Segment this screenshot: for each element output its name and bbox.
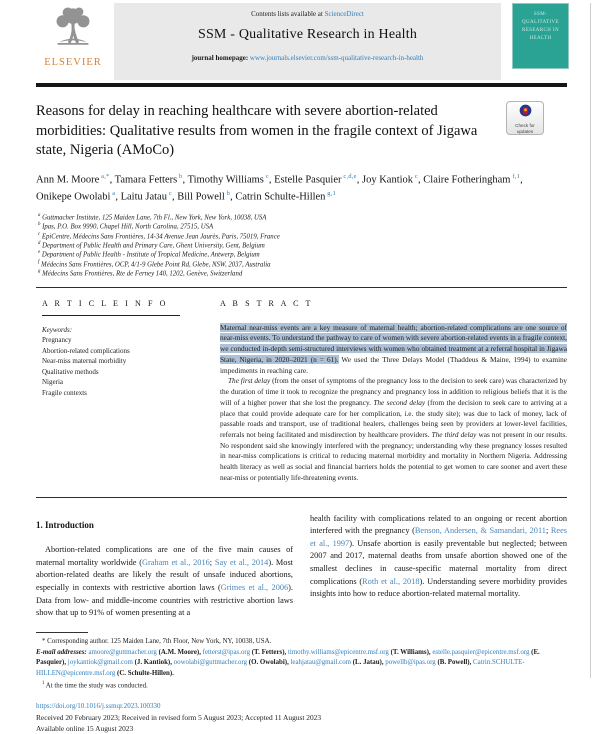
author-list bbox=[36, 172, 543, 206]
received-dates: Received 20 February 2023; Received in revised form 5 August 2023; Accepted 11 August 2023 bbox=[36, 712, 322, 722]
check-updates-label: Check for updates bbox=[515, 123, 535, 134]
text-segment: g bbox=[38, 269, 41, 275]
text-segment: HEALTH bbox=[529, 36, 552, 41]
journal-banner bbox=[114, 3, 501, 80]
text-segment: Near-miss maternal morbidity bbox=[42, 357, 127, 366]
text-segment: Fragile contexts bbox=[42, 388, 87, 397]
text-segment: , bbox=[182, 174, 188, 186]
text-segment: Laitu Jatau bbox=[120, 191, 167, 203]
text-segment: , bbox=[268, 174, 275, 186]
header-divider bbox=[36, 83, 567, 87]
text-segment: b bbox=[177, 173, 183, 181]
text-segment: The third delay bbox=[431, 429, 477, 439]
text-segment: d bbox=[38, 241, 41, 246]
text-segment: , bbox=[418, 174, 424, 186]
text-segment: Keywords: bbox=[42, 325, 73, 334]
text-segment: Onikepe Owolabi bbox=[36, 191, 111, 203]
email-fetters[interactable]: fetterst@ipas.org bbox=[202, 648, 251, 656]
text-segment: ; bbox=[545, 526, 551, 536]
footnote-separator bbox=[36, 632, 88, 633]
text-segment: Abortion-related complications are one of the five main causes of maternal mortality worldwide ( bbox=[36, 545, 293, 567]
sciencedirect-link[interactable]: ScienceDirect bbox=[324, 10, 364, 18]
text-segment: We used the Three Delays Model (Thaddeus & Maine, 1994) to examine impediments in reaching care. bbox=[220, 354, 567, 375]
text-segment: Médecins Sans Frontières, Rte de Ferney 140, 1202, Genève, Switzerland bbox=[40, 270, 243, 278]
intro-left-column bbox=[36, 513, 293, 620]
text-segment: , bbox=[171, 191, 178, 203]
text-segment: Joy Kantiok bbox=[362, 174, 414, 186]
text-segment: The first delay bbox=[228, 376, 271, 386]
citation-say-2014[interactable]: Say et al., 2014 bbox=[214, 557, 269, 567]
article-title: Reasons for delay in reaching healthcare with severe abortion-related morbidities: Qualitative results from women in the fragile context of Jigawa state, Nigeria (AMoCo) bbox=[36, 103, 478, 159]
text-segment: c,d,e bbox=[341, 173, 357, 181]
journal-article-page bbox=[0, 3, 603, 733]
text-segment: a bbox=[110, 189, 116, 197]
abstract-heading: A B S T R A C T bbox=[220, 298, 314, 308]
text-segment: a,* bbox=[99, 173, 110, 181]
text-segment: , bbox=[115, 191, 121, 203]
abstract-paragraph-1 bbox=[220, 323, 567, 377]
text-segment: g,1 bbox=[325, 189, 337, 197]
text-segment: Department of Public Health - Institute of Tropical Medicine, Antwerp, Belgium bbox=[40, 251, 260, 259]
doi-line bbox=[36, 702, 567, 710]
info-abstract-section bbox=[42, 299, 567, 484]
text-segment: c bbox=[413, 173, 419, 181]
text-segment: (from the onset of symptoms of the pregnancy loss to the decision to seek care) was characterized by the duration of time it took to recognize the pregnancy and pregnancy loss in addition to religious beliefs that it is the will of a higher power that she lost the pregnancy. bbox=[220, 376, 567, 407]
homepage-url-link[interactable]: www.journals.elsevier.com/ssm-qualitative-research-in-health bbox=[249, 54, 424, 62]
elsevier-logo[interactable] bbox=[36, 4, 110, 68]
email-kantiok[interactable]: joykantiok@gmail.com bbox=[67, 659, 133, 667]
email-williams[interactable]: timothy.williams@epicentre.msf.org bbox=[287, 648, 389, 656]
text-segment: health facility with complications related to an ongoing or recent abortion interfered with the pregnancy ( bbox=[310, 513, 567, 536]
crossmark-icon bbox=[519, 104, 532, 121]
text-segment: (T. Williams), bbox=[388, 648, 433, 656]
text-segment: e bbox=[38, 250, 41, 256]
corresponding-author-note: * Corresponding author. 125 Maiden Lane, 7th Floor, New York, NY, 10038, USA. bbox=[42, 637, 272, 645]
keywords-list bbox=[42, 325, 180, 399]
homepage-line bbox=[114, 54, 501, 62]
text-segment: ). Understanding severe morbidity provides insights into how to reduce abortion-related maternal mortality. bbox=[310, 576, 567, 599]
text-segment: Nigeria bbox=[42, 378, 63, 387]
text-segment: 1 bbox=[42, 680, 45, 686]
contents-prefix: Contents lists available at bbox=[251, 10, 325, 18]
text-segment: Tamara Fetters bbox=[114, 174, 178, 186]
article-info-underline bbox=[42, 315, 180, 316]
text-segment: SSM- bbox=[533, 12, 548, 17]
intro-paragraph-right bbox=[310, 513, 567, 601]
text-segment: Catrin Schulte-Hillen bbox=[235, 191, 326, 203]
page-right-edge bbox=[590, 3, 591, 678]
text-segment: , bbox=[109, 174, 115, 186]
text-segment: RESEARCH IN bbox=[521, 28, 560, 33]
text-segment: , bbox=[356, 174, 362, 186]
citation-graham-2016[interactable]: Graham et al., 2016 bbox=[142, 557, 210, 567]
text-segment: Ipas, P.O. Box 9990, Chapel Hill, North Carolina, 27515, USA bbox=[40, 223, 214, 231]
text-segment: QUALITATIVE bbox=[521, 20, 560, 25]
footnote-1 bbox=[36, 680, 567, 692]
text-segment: Department of Public Health and Primary Care, Ghent University, Gent, Belgium bbox=[40, 242, 265, 250]
abstract-column bbox=[220, 299, 567, 484]
text-segment: ). Data from low- and middle-income countries with restrictive abortion laws show that up to 91% of women presenting at a bbox=[36, 583, 293, 618]
check-for-updates-button[interactable] bbox=[506, 101, 544, 135]
article-dates bbox=[36, 712, 567, 734]
email-powell[interactable]: powellb@ipas.org bbox=[385, 659, 436, 667]
journal-cover-thumbnail[interactable] bbox=[512, 3, 569, 69]
text-segment: c bbox=[166, 189, 172, 197]
text-segment: The second delay bbox=[373, 397, 426, 407]
section-divider-top bbox=[36, 287, 567, 288]
text-segment: Bill Powell bbox=[177, 191, 225, 203]
text-segment: (L. Jatau), bbox=[351, 659, 386, 667]
text-segment: Qualitative methods bbox=[42, 367, 99, 376]
text-segment: , bbox=[230, 191, 236, 203]
citation-rees-1997[interactable]: Rees et al., 1997 bbox=[310, 526, 567, 548]
text-segment: (O. Owolabi), bbox=[247, 659, 291, 667]
citation-grimes-2006[interactable]: Grimes et al., 2006 bbox=[220, 583, 289, 593]
section-divider-bottom bbox=[36, 497, 567, 498]
journal-header bbox=[36, 3, 567, 80]
text-segment: b bbox=[38, 222, 41, 228]
intro-right-column bbox=[310, 513, 567, 620]
article-info-column bbox=[42, 299, 180, 484]
doi-link[interactable]: https://doi.org/10.1016/j.ssmqr.2023.100330 bbox=[36, 701, 161, 710]
highlighted-text: Maternal near-miss events are a key measure of maternal health; abortion-related complications are one source of near-miss events. To understand the pathway to care of women with severe abortion-related events in a fragile context, we conducted in-depth semi-structured interviews with women who obtained treatment at a referral hospital in Jigawa State, Nigeria, in 2020–2021 (n = 61). bbox=[220, 322, 567, 364]
introduction-section bbox=[36, 513, 567, 620]
text-segment: (B. Powell), bbox=[435, 659, 474, 667]
text-segment: c bbox=[263, 173, 269, 181]
text-segment: , bbox=[520, 174, 523, 186]
citation-roth-2018[interactable]: Roth et al., 2018 bbox=[362, 576, 420, 586]
footer-notes bbox=[36, 637, 567, 692]
text-segment: c bbox=[38, 231, 41, 237]
elsevier-tree-icon bbox=[36, 4, 110, 56]
text-segment: ; bbox=[209, 557, 215, 567]
text-segment: Abortion-related complications bbox=[42, 346, 130, 355]
text-segment: Guttmacher Institute, 125 Maiden Lane, 7th Fl., New York, New York, 10038, USA bbox=[40, 213, 267, 221]
text-segment: ). Unsafe abortion is easily preventable but neglected; between 2007 and 2017, maternal deaths from unsafe abortion showed one of the smallest declines in cause-specific maternal mortality from direct complications ( bbox=[310, 538, 567, 586]
text-segment: (A.M. Moore), bbox=[156, 648, 203, 656]
text-segment: Médecins Sans Frontières, OCP, 4/1-9 Glebe Point Rd, Glebe, NSW, 2037, Australia bbox=[39, 261, 271, 269]
text-segment: was not present in our results. No respondent said she knowingly interfered with the pregnancy; understanding why these pregnancy losses resulted in near-miss complications is critical to reducing maternal morbidity and mortality in Northern Nigeria. Addressing health literacy as well as social and financial barriers holds the potential to get women to care sooner and avert these near-miss or potentially life-threatening events. bbox=[220, 429, 567, 482]
text-segment: Pregnancy bbox=[42, 336, 72, 345]
journal-title: SSM - Qualitative Research in Health bbox=[197, 27, 418, 42]
intro-paragraph-left bbox=[36, 544, 293, 620]
affiliation-list bbox=[38, 213, 567, 279]
available-online-date: Available online 15 August 2023 bbox=[36, 723, 134, 733]
article-info-heading: A R T I C L E I N F O bbox=[42, 298, 169, 308]
text-segment: (from the decision to seek care to arriving at a place that could provide adequate care for her complication, i.e. the study site); was due to lack of money, lack of passable roads and transport, use of traditional healers, challenges being seen by providers at lower-level facilities, referrals not being facilitated and misdirection by healthcare providers. bbox=[220, 397, 567, 439]
elsevier-wordmark: ELSEVIER bbox=[44, 57, 102, 68]
text-segment: (C. Schulte-Hillen). bbox=[115, 669, 174, 677]
email-jatau[interactable]: leahjatau@gmail.com bbox=[290, 659, 352, 667]
text-segment: (E. Pasquier), bbox=[36, 648, 540, 667]
homepage-label: journal homepage: bbox=[191, 54, 250, 62]
text-segment: a bbox=[38, 212, 41, 218]
text-segment: b bbox=[224, 189, 231, 197]
email-pasquier[interactable]: estelle.pasquier@epicentre.msf.org bbox=[432, 648, 530, 656]
email-schulte-hillen[interactable]: Catrin.SCHULTE-HILLEN@epicentre.msf.org bbox=[36, 659, 525, 677]
text-segment: f bbox=[38, 259, 40, 265]
text-segment: EpiCentre, Médecins Sans Frontières, 14-34 Avenue Jean Jaurès, Paris, 75019, France bbox=[40, 232, 280, 240]
text-segment: At the time the study was conducted. bbox=[44, 681, 148, 689]
email-owolabi[interactable]: oowolabi@guttmacher.org bbox=[173, 659, 248, 667]
email-moore[interactable]: amoore@guttmacher.org bbox=[88, 648, 157, 656]
text-segment: Claire Fotheringham bbox=[423, 174, 511, 186]
contents-line bbox=[114, 10, 501, 18]
text-segment: (J. Kantiok), bbox=[132, 659, 174, 667]
text-segment: (T. Fetters), bbox=[250, 648, 288, 656]
text-segment: f,1 bbox=[510, 173, 521, 181]
text-segment: Estelle Pasquier bbox=[274, 174, 342, 186]
text-segment: E-mail addresses: bbox=[36, 648, 89, 656]
citation-benson-2011[interactable]: Benson, Andersen, & Samandari, 2011 bbox=[414, 526, 546, 536]
introduction-heading: 1. Introduction bbox=[36, 519, 94, 530]
abstract-paragraph-2 bbox=[220, 376, 567, 483]
text-segment: Timothy Williams bbox=[187, 174, 264, 186]
text-segment: Ann M. Moore bbox=[36, 174, 100, 186]
text-segment: ). Most abortion-related deaths are likely the result of unsafe induced abortions, especially in contexts with restrictive abortion laws ( bbox=[36, 557, 293, 593]
